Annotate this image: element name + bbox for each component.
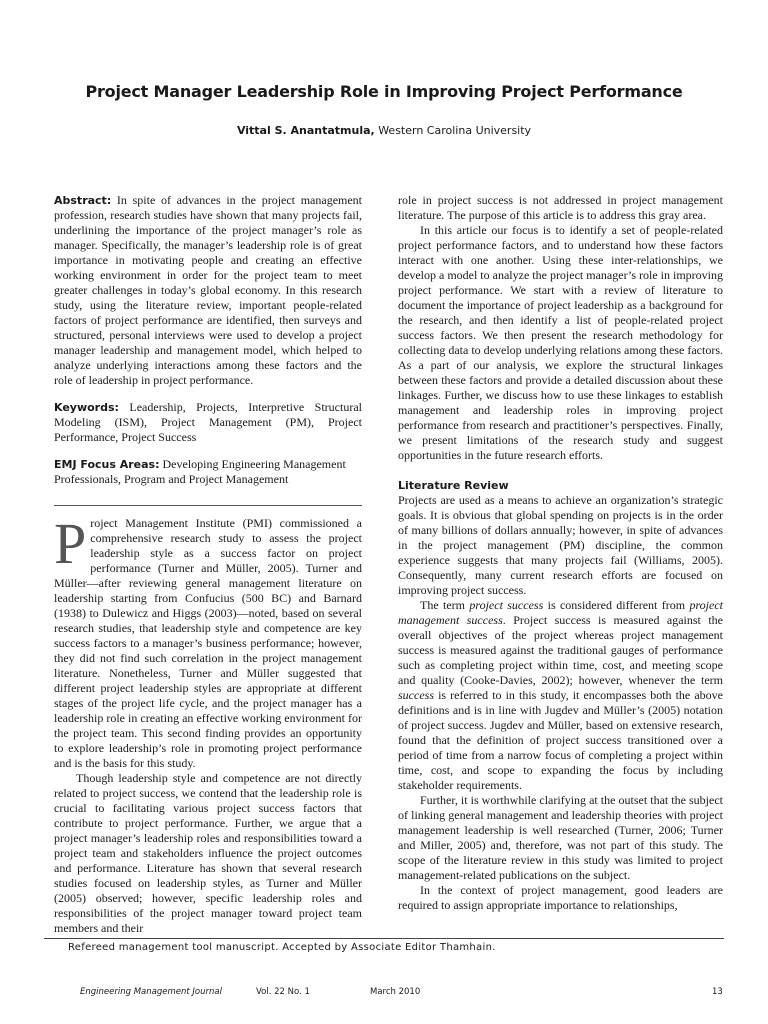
keywords-label: Keywords: xyxy=(54,401,119,414)
body-paragraph-3: Projects are used as a means to achieve an organization’s strategic goals. It is obvious that global spending on projects is in the order of many billions of dollars annually; however, in spite of advances in the project management (PM) discipline, the common experience suggests that many projects fail (Williams, 2005). Consequently, many current research efforts are focused on improving project success. xyxy=(398,493,723,597)
p4-italic-project-success: project success xyxy=(469,598,544,612)
body-paragraph-5: Further, it is worthwhile clarifying at the outset that the subject of linking general management and leadership theories with project management leadership is well researched (Turner, 2006; Turner and Miller, 2005) and, therefore, was not part of this study. The scope of the literature review in this study was limited to project management-related publications on the subject. xyxy=(398,793,723,882)
p4-italic-pm-success: project management success xyxy=(398,598,723,627)
footer-date: March 2010 xyxy=(370,987,421,997)
footnote: Refereed management tool manuscript. Accepted by Associate Editor Thamhain. xyxy=(68,942,496,953)
body-paragraph-4 xyxy=(398,598,723,793)
right-column xyxy=(398,193,723,913)
body-paragraph-2: In this article our focus is to identify a set of people-related project performance factors, and to understand how these factors interact with one another. Using these inter-relationships, we develop a model to analyze the project manager’s role in improving project performance. We start with a review of literature to document the importance of project leadership as a background for the research, and then identify a list of people-related project success factors. We then present the research methodology for collecting data to develop underlying relations among these factors. As a part of our analysis, we explore the structural linkages between these factors and provide a detailed discussion about these linkages. Further, we discuss how to use these linkages to establish management and leadership roles in improving project performance from research and practitioner’s perspectives. Finally, we present limitations of the research study and suggest opportunities in the future research efforts. xyxy=(398,223,724,462)
article-title: Project Manager Leadership Role in Improving Project Performance xyxy=(85,82,683,101)
keywords xyxy=(54,400,362,445)
focus-areas-label: EMJ Focus Areas: xyxy=(54,458,160,471)
author-line xyxy=(0,124,768,137)
drop-cap: P xyxy=(54,511,87,576)
abstract-text: In spite of advances in the project management profession, research studies have shown that many projects fail, underlining the importance of the project manager’s role as manager. Specifically, the manager’s leadership role is of great importance in motivating people and creating an effective working environment in order for the project team to meet greater challenges in today’s global economy. In this research study, using the literature review, important people-related factors of project performance are identified, then surveys and structured, personal interviews were used to develop a project manager leadership and management model, which helped to analyze underlying interactions among these factors and the role of leadership in project performance. xyxy=(54,193,363,387)
body-paragraph-1: role in project success is not addressed in project management literature. The purpose of this article is to address this gray area. xyxy=(398,193,723,222)
footnote-rule xyxy=(44,938,724,939)
p4-italic-success: success xyxy=(398,688,434,702)
intro-paragraph-1 xyxy=(54,511,362,771)
abstract-label: Abstract: xyxy=(54,194,112,207)
author-affiliation: Western Carolina University xyxy=(378,124,532,137)
section-divider xyxy=(54,505,362,506)
focus-areas-text: Developing Engineering Management Professionals, Program and Project Management xyxy=(54,457,346,486)
p4-text-a: The term xyxy=(420,598,470,612)
footer-volume: Vol. 22 No. 1 xyxy=(256,987,310,997)
keywords-text: Leadership, Projects, Interpretive Structural Modeling (ISM), Project Management (PM), Project Performance, Project Success xyxy=(54,400,362,444)
p4-text-d: is referred to in this study, it encompasses both the above definitions and is in line with Jugdev and Müller’s (2005) notation of project success. Jugdev and Müller, based on extensive research, found that the definition of project success transitioned over a period of time from a narrow focus of completing a project within time, cost, and scope to expanding the focus by including stakeholder requirements. xyxy=(398,688,723,792)
p4-text-c: . Project success is measured against the overall objectives of the project whereas project management success is measured against the traditional gauges of performance such as completing project within time, cost, and meeting scope and quality (Cooke-Davies, 2002); however, whenever the term xyxy=(398,613,723,687)
intro-paragraph-2: Though leadership style and competence are not directly related to project success, we contend that the leadership role is crucial to facilitating various project success factors that contribute to project performance. Further, we argue that a project manager’s leadership roles and responsibilities toward a project team and stakeholders influence the project outcomes and performance. Literature has shown that several research studies focused on leadership styles, as Turner and Müller (2005) observed; however, specific leadership roles and responsibilities of the project manager toward project team members and their xyxy=(54,771,362,935)
body-paragraph-6: In the context of project management, good leaders are required to assign appropriate importance to relationships, xyxy=(398,883,723,912)
section-heading-literature-review: Literature Review xyxy=(398,479,509,492)
left-column xyxy=(54,193,362,936)
author-name: Vittal S. Anantatmula, xyxy=(236,124,375,137)
focus-areas xyxy=(54,457,362,487)
abstract xyxy=(54,193,362,388)
footer-page-number: 13 xyxy=(712,987,723,997)
p4-text-b: is considered different from xyxy=(543,598,690,612)
intro-text-1: roject Management Institute (PMI) commissioned a comprehensive research study to assess the project leadership style as a success factor on project performance (Turner and Müller, 2005). Turner and Müller—after reviewing general management literature on leadership starting from Confucius (500 BC) and Barnard (1938) to Dulewicz and Higgs (2003)—noted, based on several research studies, that leadership style and competence are key success factors to a manager’s business performance; however, they did not find such correlation in the project management literature. Nonetheless, Turner and Müller suggested that different project leadership styles are appropriate at different stages of the project life cycle, and the project manager has a leadership role in creating an effective working environment for the project team. This second finding provides an opportunity to explore leadership’s role in promoting project performance and is the basis for this study. xyxy=(54,516,362,770)
footer-journal: Engineering Management Journal xyxy=(80,987,222,997)
